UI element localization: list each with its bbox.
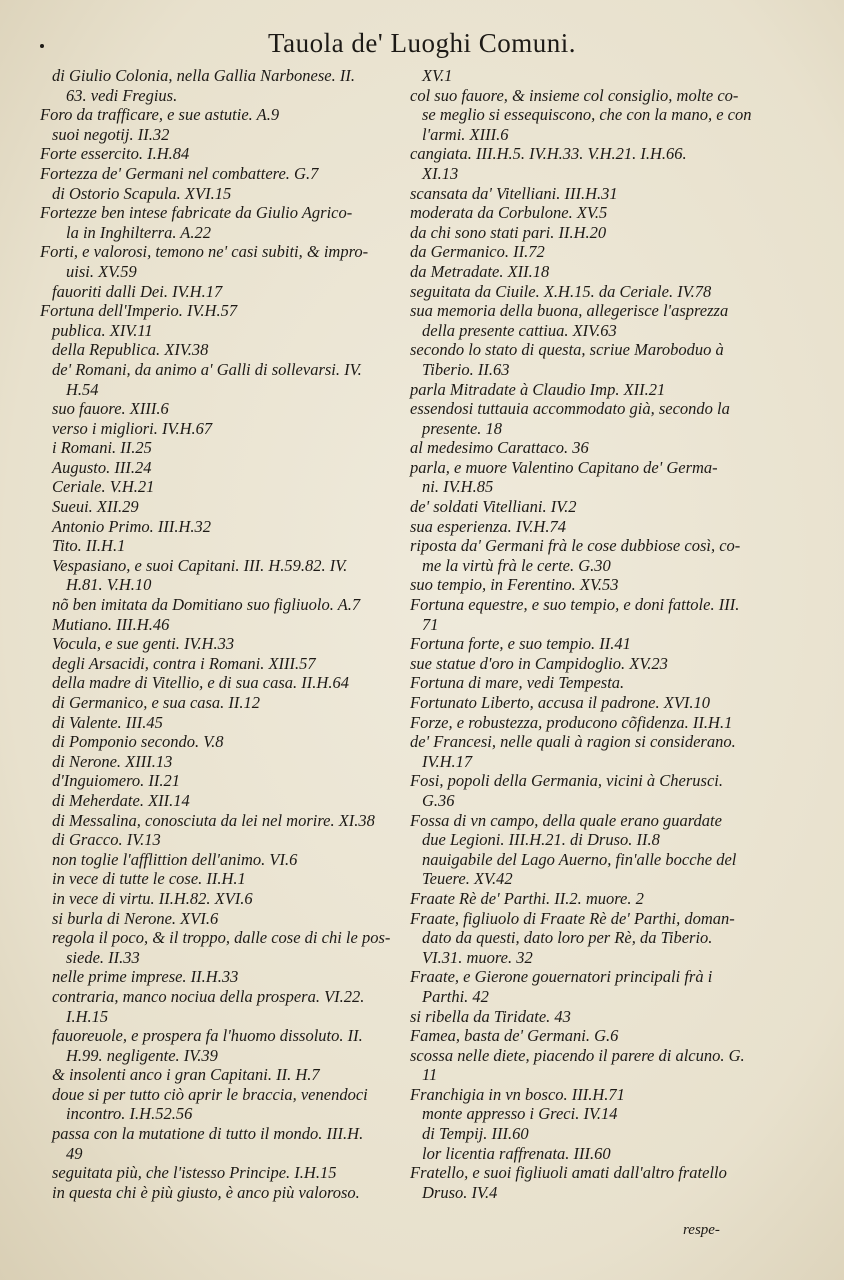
index-entry: verso i migliori. IV.H.67 xyxy=(52,418,213,438)
index-entry: secondo lo stato di questa, scriue Maroboduo à xyxy=(410,340,724,360)
index-entry: Fraate, figliuolo di Fraate Rè de' Parthi, doman- xyxy=(410,908,735,928)
index-entry: di Gracco. IV.13 xyxy=(52,830,161,850)
index-entry: essendosi tuttauia accommodato già, secondo la xyxy=(410,399,730,419)
index-entry: Fraate Rè de' Parthi. II.2. muore. 2 xyxy=(410,888,644,908)
index-entry: Fratello, e suoi figliuoli amati dall'altro fratello xyxy=(410,1163,727,1183)
index-entry: 71 xyxy=(422,614,439,634)
index-entry: passa con la mutatione di tutto il mondo. III.H. xyxy=(52,1124,364,1144)
index-entry: Fortuna equestre, e suo tempio, e doni fattole. III. xyxy=(410,595,740,615)
index-entry: d'Inguiomero. II.21 xyxy=(52,771,181,791)
index-entry: da Metradate. XII.18 xyxy=(410,261,550,281)
index-entry: la in Inghilterra. A.22 xyxy=(66,222,211,242)
index-entry: da chi sono stati pari. II.H.20 xyxy=(410,222,607,242)
index-entry: Vocula, e sue genti. IV.H.33 xyxy=(52,634,235,654)
index-entry: suo fauore. XIII.6 xyxy=(52,399,169,419)
index-entry: Fortuna di mare, vedi Tempesta. xyxy=(410,673,625,693)
index-entry: i Romani. II.25 xyxy=(52,438,152,458)
index-entry: fauoriti dalli Dei. IV.H.17 xyxy=(52,281,223,301)
index-entry: di Meherdate. XII.14 xyxy=(52,790,190,810)
index-entry: dato da questi, dato loro per Rè, da Tiberio. xyxy=(422,928,713,948)
index-entry: lor licentia raffrenata. III.60 xyxy=(422,1143,611,1163)
running-head: Tauola de' Luoghi Comuni. xyxy=(268,28,576,58)
index-entry: 49 xyxy=(66,1143,83,1163)
index-entry: Fraate, e Gierone gouernatori principali frà i xyxy=(410,967,713,987)
catchword: respe- xyxy=(683,1222,720,1238)
index-entry: contraria, manco nociua della prospera. VI.22. xyxy=(52,986,365,1006)
index-entry: suoi negotij. II.32 xyxy=(52,124,170,144)
index-entry: in vece di virtu. II.H.82. XVI.6 xyxy=(52,888,253,908)
index-entry: di Nerone. XIII.13 xyxy=(52,751,173,771)
index-entry: Fortunato Liberto, accusa il padrone. XVI.10 xyxy=(410,693,711,712)
index-entry: me la virtù frà le certe. G.30 xyxy=(422,555,611,575)
index-entry: della Republica. XIV.38 xyxy=(52,340,209,360)
index-entry: Tito. II.H.1 xyxy=(52,536,126,556)
index-entry: Antonio Primo. III.H.32 xyxy=(52,516,212,536)
index-entry: Fortezza de' Germani nel combattere. G.7 xyxy=(40,163,319,183)
index-entry: si burla di Nerone. XVI.6 xyxy=(52,908,219,928)
index-entry: in questa chi è più giusto, è anco più valoroso. xyxy=(52,1182,360,1202)
index-entry: Druso. IV.4 xyxy=(422,1182,498,1202)
index-entry: doue si per tutto ciò aprir le braccia, venendoci xyxy=(52,1084,368,1104)
index-entry: in vece di tutte le cose. II.H.1 xyxy=(52,869,246,889)
index-entry: uisi. XV.59 xyxy=(66,261,137,281)
index-entry: I.H.15 xyxy=(66,1006,109,1026)
index-column-right xyxy=(410,66,754,1202)
index-column-left xyxy=(40,66,412,1202)
index-entry: XI.13 xyxy=(422,163,459,183)
index-entry: seguitata da Ciuile. X.H.15. da Ceriale. IV.78 xyxy=(410,281,712,301)
index-entry: Famea, basta de' Germani. G.6 xyxy=(410,1026,619,1046)
index-entry: nelle prime imprese. II.H.33 xyxy=(52,967,239,987)
index-entry: 11 xyxy=(422,1065,438,1085)
index-entry: Tiberio. II.63 xyxy=(422,359,510,379)
index-entry: degli Arsacidi, contra i Romani. XIII.57 xyxy=(52,653,316,673)
index-entry: suo tempio, in Ferentino. XV.53 xyxy=(410,575,619,595)
index-entry: Ceriale. V.H.21 xyxy=(52,477,155,497)
index-entry: riposta da' Germani frà le cose dubbiose così, co- xyxy=(410,536,741,556)
index-entry: Fortezze ben intese fabricate da Giulio Agrico- xyxy=(40,203,353,223)
index-entry: Augusto. III.24 xyxy=(52,457,152,477)
index-entry: di Ostorio Scapula. XVI.15 xyxy=(52,183,232,203)
index-entry: al medesimo Carattaco. 36 xyxy=(410,438,589,458)
index-entry: Fosi, popoli della Germania, vicini à Cherusci. xyxy=(410,771,724,791)
index-entry: Foro da trafficare, e sue astutie. A.9 xyxy=(40,105,280,125)
index-entry: nõ ben imitata da Domitiano suo figliuolo. A.7 xyxy=(52,595,361,615)
index-entry: col suo fauore, & insieme col consiglio, molte co- xyxy=(410,85,739,105)
index-entry: H.99. negligente. IV.39 xyxy=(66,1045,218,1065)
index-entry: cangiata. III.H.5. IV.H.33. V.H.21. I.H.66. xyxy=(410,144,687,164)
index-entry: di Giulio Colonia, nella Gallia Narbonese. II. xyxy=(52,66,355,85)
index-entry: Fortuna dell'Imperio. IV.H.57 xyxy=(40,301,238,321)
index-entry: 63. vedi Fregius. xyxy=(66,85,178,105)
index-entry: due Legioni. III.H.21. di Druso. II.8 xyxy=(422,830,660,850)
index-entry: si ribella da Tiridate. 43 xyxy=(410,1006,571,1026)
index-entry: Teuere. XV.42 xyxy=(422,869,513,889)
index-entry: parla Mitradate à Claudio Imp. XII.21 xyxy=(410,379,666,399)
index-entry: monte appresso i Greci. IV.14 xyxy=(422,1104,618,1124)
index-entry: della presente cattiua. XIV.63 xyxy=(422,320,617,340)
index-entry: Fortuna forte, e suo tempio. II.41 xyxy=(410,634,631,654)
index-entry: Franchigia in vn bosco. III.H.71 xyxy=(410,1084,625,1104)
index-entry: da Germanico. II.72 xyxy=(410,242,545,262)
index-entry: fauoreuole, e prospera fa l'huomo dissoluto. II. xyxy=(52,1026,363,1046)
index-entry: H.54 xyxy=(66,379,99,399)
index-entry: Forti, e valorosi, temono ne' casi subiti, & impro- xyxy=(40,242,369,262)
index-entry: de' Francesi, nelle quali à ragion si considerano. xyxy=(410,732,736,752)
index-entry: Vespasiano, e suoi Capitani. III. H.59.82. IV. xyxy=(52,555,348,575)
index-entry: presente. 18 xyxy=(422,418,503,438)
index-entry: VI.31. muore. 32 xyxy=(422,947,533,967)
index-entry: della madre di Vitellio, e di sua casa. II.H.64 xyxy=(52,673,349,693)
index-entry: sue statue d'oro in Campidoglio. XV.23 xyxy=(410,653,668,673)
index-entry: incontro. I.H.52.56 xyxy=(66,1104,193,1124)
index-entry: se meglio si essequiscono, che con la mano, e con xyxy=(422,105,752,125)
index-entry: Forte essercito. I.H.84 xyxy=(40,144,190,164)
index-entry: di Valente. III.45 xyxy=(52,712,163,732)
index-entry: de' Romani, da animo a' Galli di sollevarsi. IV. xyxy=(52,359,362,379)
index-entry: l'armi. XIII.6 xyxy=(422,124,509,144)
index-entry: di Tempij. III.60 xyxy=(422,1124,529,1144)
index-entry: di Germanico, e sua casa. II.12 xyxy=(52,693,261,712)
index-entry: scansata da' Vitelliani. III.H.31 xyxy=(410,183,618,203)
index-entry: XV.1 xyxy=(422,66,453,85)
index-entry: & insolenti anco i gran Capitani. II. H.7 xyxy=(52,1065,320,1085)
index-entry: parla, e muore Valentino Capitano de' Germa- xyxy=(410,457,718,477)
index-entry: non toglie l'afflittion dell'animo. VI.6 xyxy=(52,849,298,869)
index-entry: Parthi. 42 xyxy=(422,986,489,1006)
index-entry: sua esperienza. IV.H.74 xyxy=(410,516,566,536)
index-entry: di Pomponio secondo. V.8 xyxy=(52,732,224,752)
index-entry: G.36 xyxy=(422,790,455,810)
index-entry: Mutiano. III.H.46 xyxy=(52,614,170,634)
index-entry: siede. II.33 xyxy=(66,947,140,967)
index-entry: H.81. V.H.10 xyxy=(66,575,152,595)
index-entry: seguitata più, che l'istesso Principe. I.H.15 xyxy=(52,1163,337,1183)
index-entry: nauigabile del Lago Auerno, fin'alle bocche del xyxy=(422,849,737,869)
index-entry: ni. IV.H.85 xyxy=(422,477,494,497)
index-entry: IV.H.17 xyxy=(422,751,473,771)
index-entry: publica. XIV.11 xyxy=(52,320,153,340)
index-entry: de' soldati Vitelliani. IV.2 xyxy=(410,497,577,517)
index-entry: di Messalina, conosciuta da lei nel morire. XI.38 xyxy=(52,810,375,830)
index-entry: regola il poco, & il troppo, dalle cose di chi le pos- xyxy=(52,928,391,948)
index-entry: Sueui. XII.29 xyxy=(52,497,139,517)
index-entry: scossa nelle diete, piacendo il parere di alcuno. G. xyxy=(410,1045,745,1065)
index-entry: Forze, e robustezza, producono cõfidenza. II.H.1 xyxy=(410,712,733,732)
index-entry: Fossa di vn campo, della quale erano guardate xyxy=(410,810,722,830)
index-entry: moderata da Corbulone. XV.5 xyxy=(410,203,608,223)
index-entry: sua memoria della buona, allegerisce l'asprezza xyxy=(410,301,729,321)
